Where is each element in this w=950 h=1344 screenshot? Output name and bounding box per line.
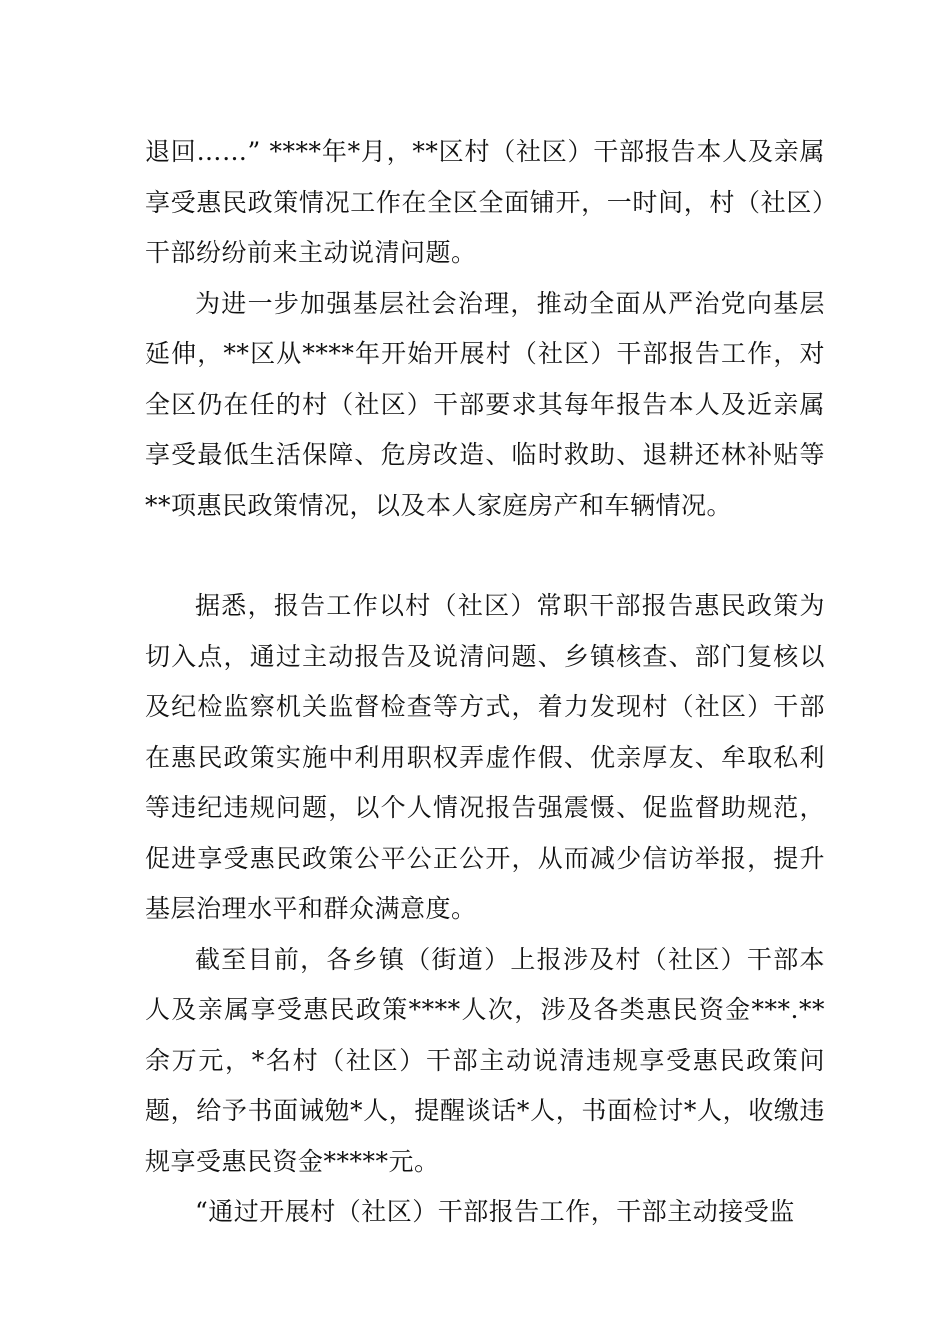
paragraph-quote: “通过开展村（社区）干部报告工作，干部主动接受监 [195,1197,795,1226]
paragraph-method: 据悉，报告工作以村（社区）常职干部报告惠民政策为切入点，通过主动报告及说清问题、乡镇核查、部门复核以及纪检监察机关监督检查等方式，着力发现村（社区）干部在惠民政策实施中利用职权弄虚作假、优亲厚友、牟取私利等违纪违规问题，以个人情况报告强震慑、促监督助规范，促进享受惠民政策公平公正公开，从而减少信访举报，提升基层治理水平和群众满意度。 [145,591,825,923]
document-body [145,127,825,1238]
paragraph-background: 为进一步加强基层社会治理，推动全面从严治党向基层延伸，**区从****年开始开展村（社区）干部报告工作，对全区仍在任的村（社区）干部要求其每年报告本人及近亲属享受最低生活保障、危房改造、临时救助、退耕还林补贴等**项惠民政策情况，以及本人家庭房产和车辆情况。 [145,288,825,520]
paragraph-continuation: 退回……” ****年*月，**区村（社区）干部报告本人及亲属享受惠民政策情况工作在全区全面铺开，一时间，村（社区）干部纷纷前来主动说清问题。 [145,137,825,267]
paragraph-spacer [145,531,825,581]
paragraph-results: 截至目前，各乡镇（街道）上报涉及村（社区）干部本人及亲属享受惠民政策****人次，涉及各类惠民资金***.**余万元，*名村（社区）干部主动说清违规享受惠民政策问题，给予书面诫勉*人，提醒谈话*人，书面检讨*人，收缴违规享受惠民资金*****元。 [145,944,825,1176]
